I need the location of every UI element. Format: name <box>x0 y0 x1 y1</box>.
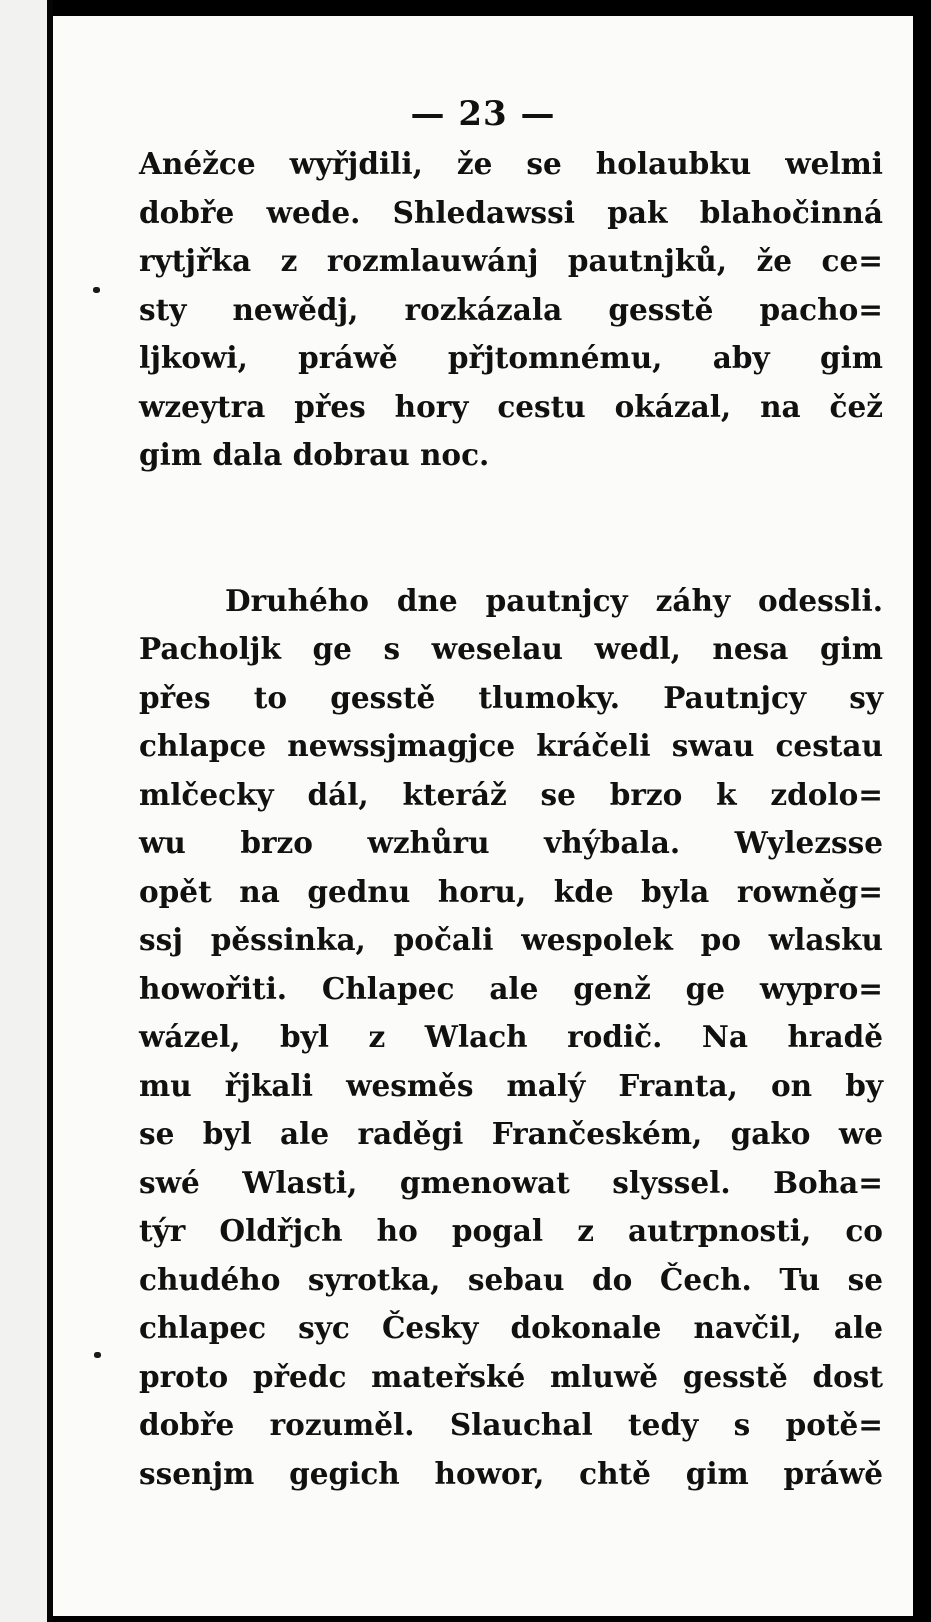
book-page <box>53 16 913 1616</box>
text-line: wu brzo wzhůru vhýbala. Wylezsse <box>139 825 883 860</box>
text-line: wzeytra přes hory cestu okázal, na čež <box>139 388 883 424</box>
text-line: gim dala dobrau noc. <box>139 437 490 472</box>
text-line: ljkowi, práwě přjtomnému, aby gim <box>139 340 883 375</box>
text-line: ssj pěssinka, počali wespolek po wlasku <box>139 922 883 957</box>
text-line: wázel, byl z Wlach rodič. Na hradě <box>139 1019 883 1054</box>
text-line: dobře wede. Shledawssi pak blahočinná <box>139 194 883 230</box>
ink-speck <box>94 1352 101 1358</box>
text-line: ssenjm gegich howor, chtě gim práwě <box>139 1455 883 1491</box>
text-line: howořiti. Chlapec ale genž ge wypro= <box>139 970 883 1006</box>
page-edge-shadow <box>913 0 931 1622</box>
text-line: přes to gesstě tlumoky. Pautnjcy sy <box>139 679 883 715</box>
page-number: — 23 — <box>410 94 556 134</box>
text-line: mu řjkali wesměs malý Franta, on by <box>139 1067 883 1103</box>
text-line: chlapce newssjmagjce kráčeli swau cestau <box>139 728 883 763</box>
paragraph-2 <box>139 577 883 1499</box>
ink-speck <box>93 287 100 293</box>
paragraph-gap <box>139 480 883 529</box>
text-line: Pacholjk ge s weselau wedl, nesa gim <box>139 631 883 666</box>
text-line: mlčecky dál, kteráž se brzo k zdolo= <box>139 776 883 812</box>
previous-page-edge <box>0 0 47 1622</box>
text-line: chlapec syc Česky dokonale navčil, ale <box>139 1310 883 1345</box>
text-line: Anéžce wyřjdili, že se holaubku welmi <box>139 146 883 181</box>
paragraph-1 <box>139 140 883 480</box>
text-line: chudého syrotka, sebau do Čech. Tu se <box>139 1261 883 1297</box>
body-text <box>139 140 883 1498</box>
text-line: proto předc mateřské mluwě gesstě dost <box>139 1358 883 1394</box>
text-line: se byl ale raděgi Frančeském, gako we <box>139 1116 883 1151</box>
text-line: rytjřka z rozmlauwánj pautnjků, že ce= <box>139 243 883 278</box>
text-line: sty newědj, rozkázala gesstě pacho= <box>139 291 883 327</box>
text-line: opět na gednu horu, kde byla rowněg= <box>139 873 883 909</box>
paragraph-gap <box>139 528 883 577</box>
text-line: swé Wlasti, gmenowat slyssel. Boha= <box>139 1164 883 1200</box>
text-line: Druhého dne pautnjcy záhy odessli. <box>225 582 883 618</box>
text-line: týr Oldřjch ho pogal z autrpnosti, co <box>139 1213 883 1248</box>
text-line: dobře rozuměl. Slauchal tedy s potě= <box>139 1407 883 1442</box>
